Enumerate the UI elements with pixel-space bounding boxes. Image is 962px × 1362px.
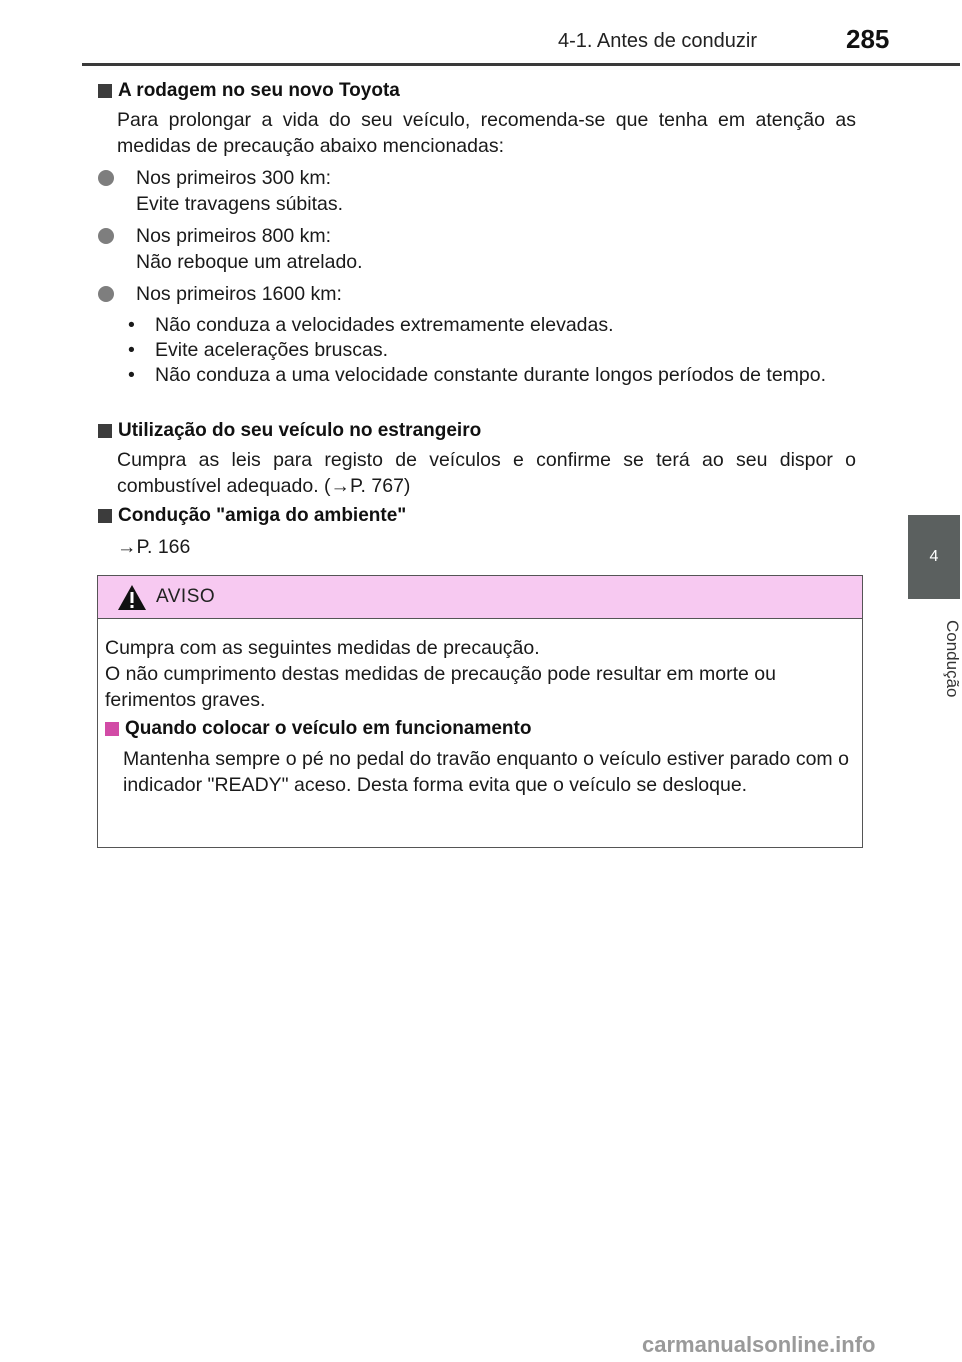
warning-subheading bbox=[105, 718, 531, 740]
heading-text: Utilização do seu veículo no estrangeiro bbox=[118, 420, 482, 441]
square-bullet-icon bbox=[98, 424, 112, 438]
circle-bullet-icon bbox=[98, 286, 114, 302]
square-bullet-icon bbox=[98, 509, 112, 523]
warning-title: AVISO bbox=[156, 586, 216, 607]
warning-subheading-text: Quando colocar o veículo em funcionamento bbox=[125, 718, 532, 739]
sub-item-text: Evite acelerações bruscas. bbox=[155, 339, 389, 361]
section-heading-estrangeiro bbox=[98, 420, 481, 442]
heading-text: Condução "amiga do ambiente" bbox=[118, 505, 407, 526]
warning-box bbox=[97, 575, 863, 848]
circle-bullet-icon bbox=[98, 170, 114, 186]
item-detail: Evite travagens súbitas. bbox=[136, 193, 344, 215]
warning-intro bbox=[105, 635, 855, 713]
watermark: carmanualsonline.info bbox=[642, 1332, 876, 1357]
section-text: Cumpra as leis para registo de veículos e confirme se terá ao seu dispor o combustível adequado. (→P. 767) bbox=[117, 449, 856, 497]
section-title: 4-1. Antes de conduzir bbox=[558, 30, 758, 52]
dot-marker: • bbox=[128, 364, 135, 386]
sub-item-text: Não conduza a uma velocidade constante durante longos períodos de tempo. bbox=[155, 364, 827, 386]
item-title: Nos primeiros 800 km: bbox=[136, 225, 332, 247]
sub-item-text: Não conduza a velocidades extremamente elevadas. bbox=[155, 314, 614, 336]
dot-marker: • bbox=[128, 314, 135, 336]
page-reference-link[interactable]: →P. 166 bbox=[117, 536, 191, 558]
item-title: Nos primeiros 300 km: bbox=[136, 167, 332, 189]
item-title: Nos primeiros 1600 km: bbox=[136, 283, 342, 305]
chapter-label: Condução bbox=[943, 620, 962, 698]
chapter-tab[interactable] bbox=[908, 515, 960, 599]
item-detail: Não reboque um atrelado. bbox=[136, 251, 363, 273]
warning-text: Mantenha sempre o pé no pedal do travão enquanto o veículo estiver parado com o indicador "READY" aceso. Desta forma evita que o veículo se desloque. bbox=[123, 748, 849, 796]
warning-intro-line: O não cumprimento destas medidas de precaução pode resultar em morte ou ferimentos graves. bbox=[105, 663, 776, 711]
header-rule bbox=[82, 63, 960, 66]
section-intro: Para prolongar a vida do seu veículo, recomenda-se que tenha em atenção as medidas de precaução abaixo mencionadas: bbox=[117, 109, 856, 157]
section-heading-rodagem bbox=[98, 80, 400, 102]
section-heading-ambiente bbox=[98, 505, 406, 527]
square-bullet-icon bbox=[105, 722, 119, 736]
dot-marker: • bbox=[128, 339, 135, 361]
chapter-number: 4 bbox=[929, 548, 939, 565]
heading-text: A rodagem no seu novo Toyota bbox=[118, 80, 400, 101]
page-number: 285 bbox=[846, 24, 890, 54]
square-bullet-icon bbox=[98, 84, 112, 98]
warning-intro-line: Cumpra com as seguintes medidas de precaução. bbox=[105, 637, 540, 659]
page-header bbox=[0, 0, 960, 66]
circle-bullet-icon bbox=[98, 228, 114, 244]
warning-header bbox=[98, 576, 862, 619]
warning-triangle-icon bbox=[117, 584, 147, 611]
